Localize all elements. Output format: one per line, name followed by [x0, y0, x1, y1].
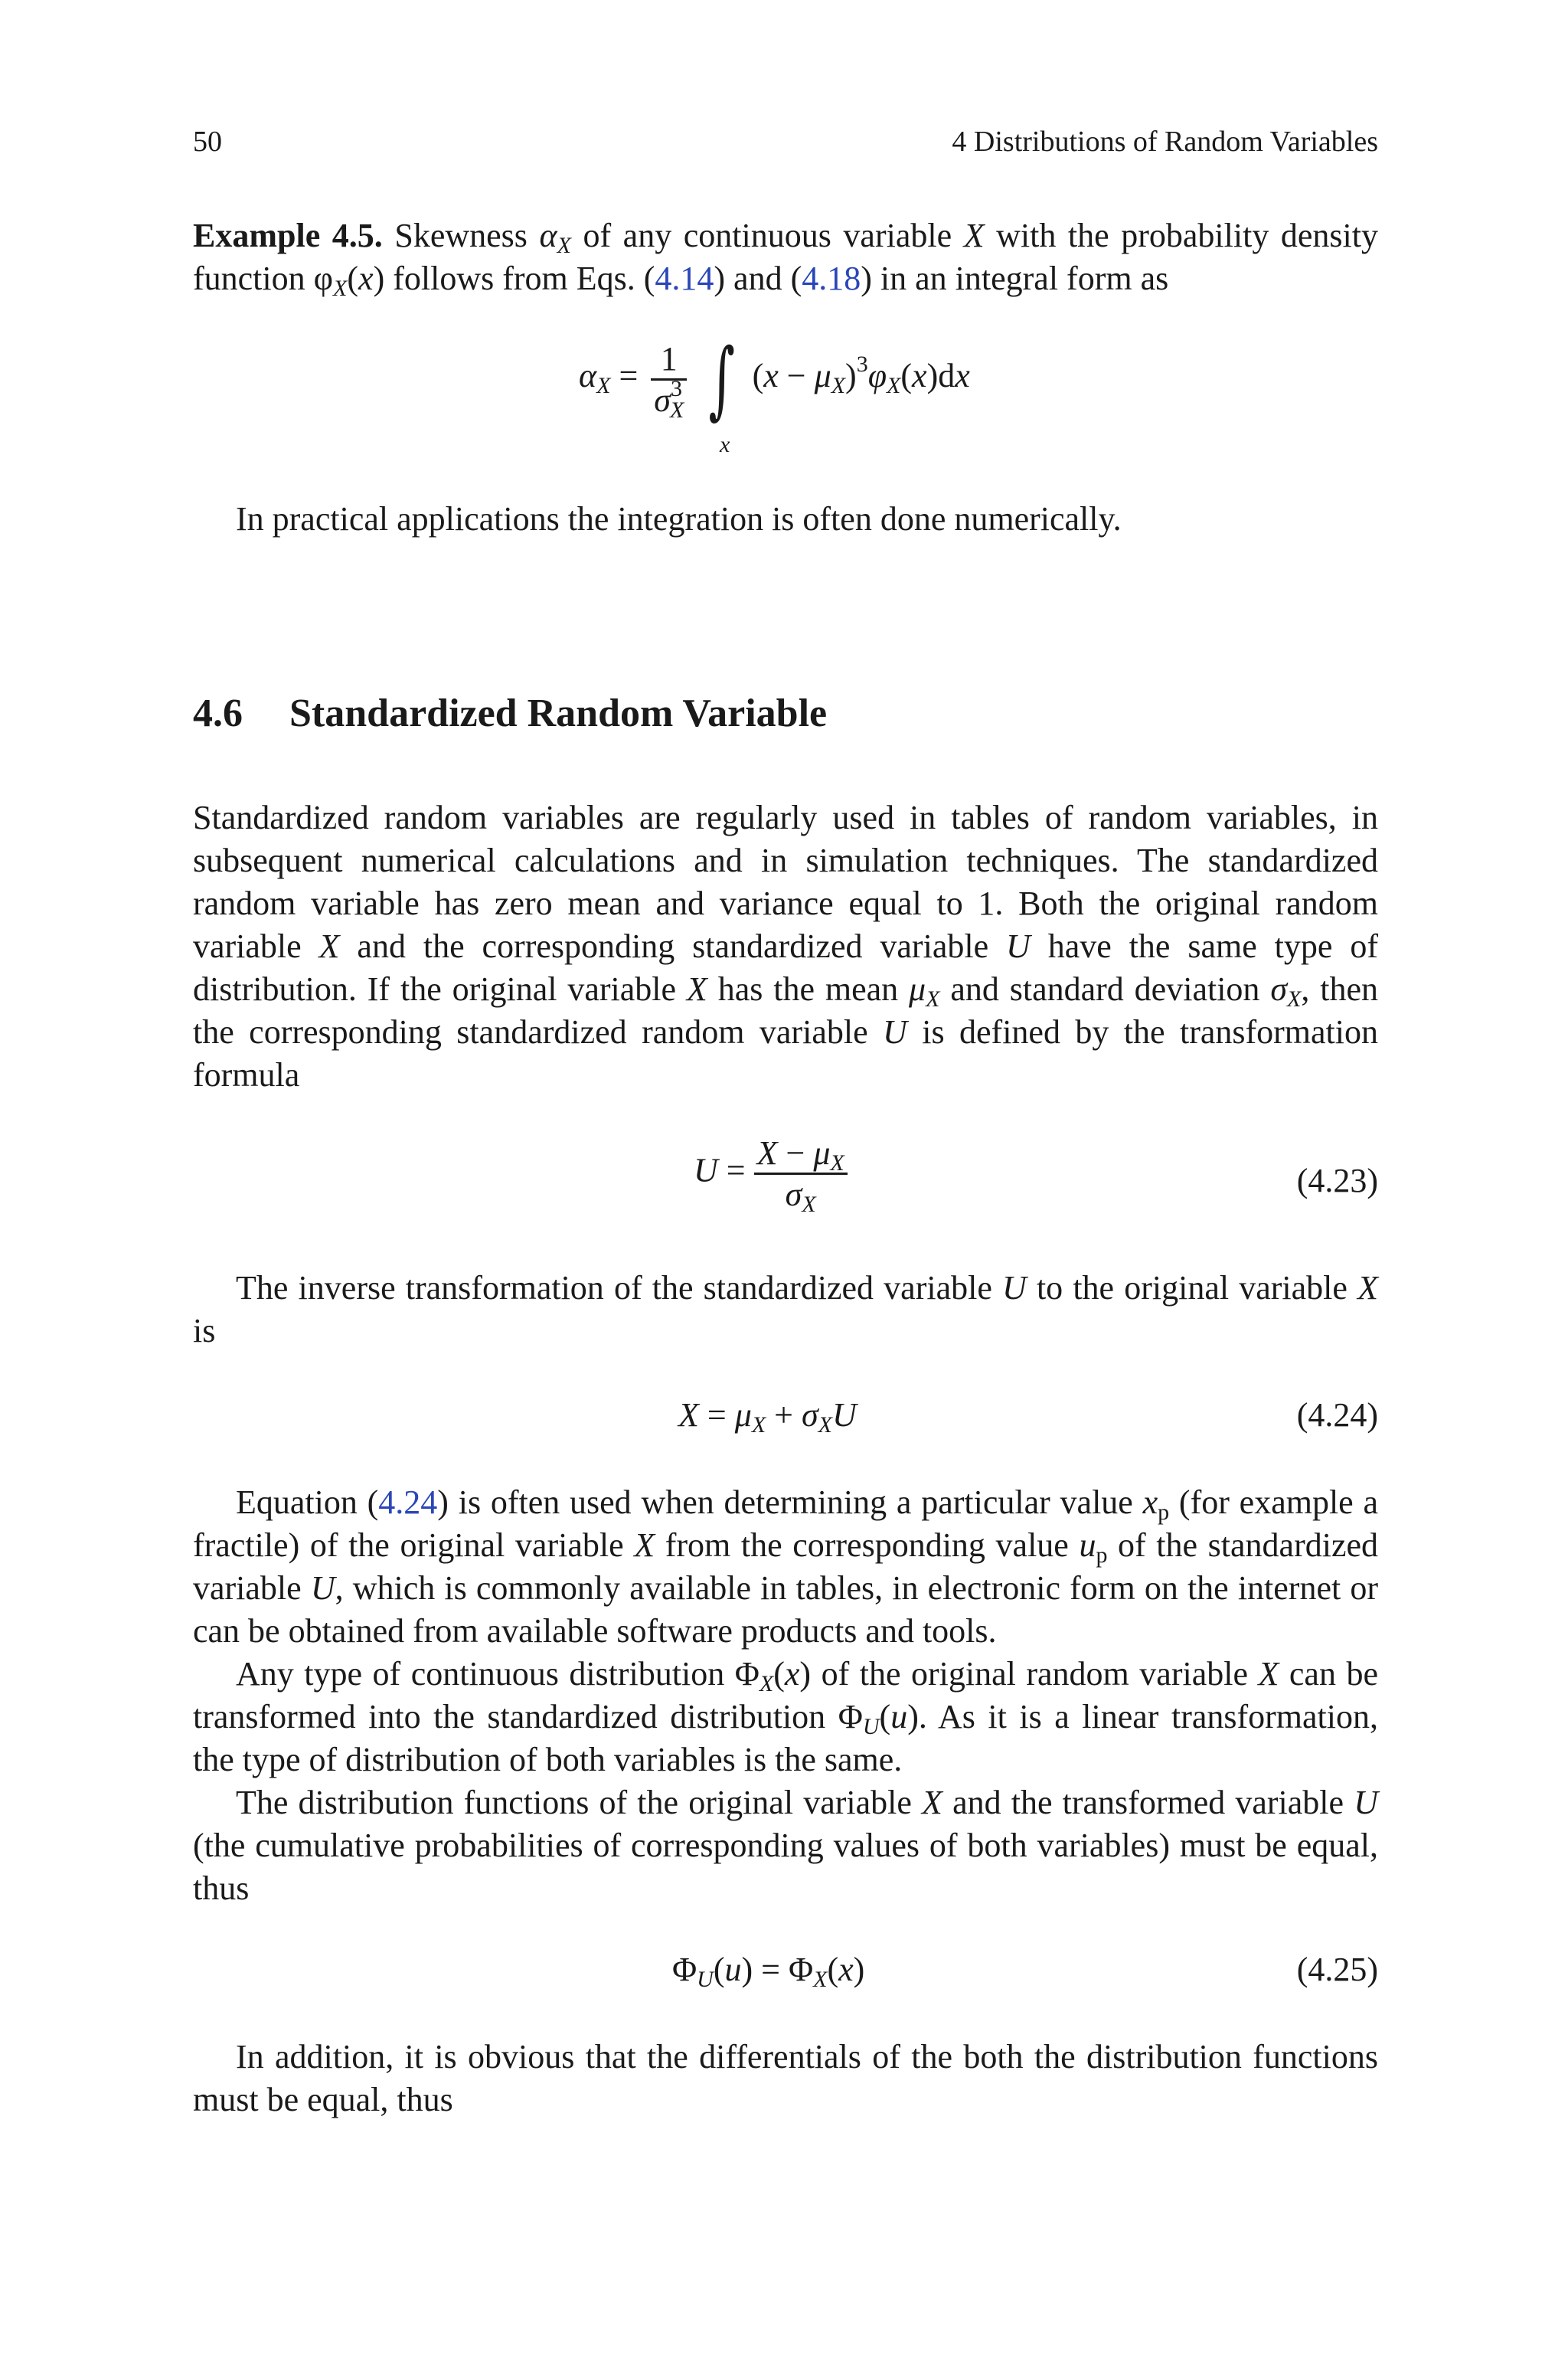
equation-number-4-25: (4.25) [1296, 1951, 1378, 1988]
equation-4-23: U = $\frac{X - \mu_X}{\sigma_X}$ (4.23) [694, 1134, 1378, 1217]
skewness-equation: $\alpha_X$ = $\frac{1}{\sigma^3_X}$ ∫ $(x - \mu_X)^3\varphi_X(x)dx$ x [579, 330, 970, 457]
page [193, 0, 1378, 2378]
equation-4-25: $\Phi_U(u) = \Phi_X(x)$ (4.25) [672, 1951, 1378, 1992]
paragraph-differentials: In addition, it is obvious that the differentials of the both the distribution functions must be equal, thus [193, 2038, 1378, 2118]
eq-ref-4-14[interactable]: 4.14 [655, 260, 714, 297]
practical-note: In practical applications the integration is often done numerically. [236, 500, 1122, 538]
paragraph-equation-use: Equation (4.24) is often used when determining a particular value $x_p$ (for example a fractile) of the original variable X from the corresponding value $u_p$ of the standardized variable U, which is commonly available in tables, in electronic form on the internet or can be obtained from available software products and tools. [193, 1483, 1379, 1650]
eq-ref-4-18[interactable]: 4.18 [802, 260, 861, 297]
equation-number-4-23: (4.23) [1296, 1162, 1378, 1199]
equation-number-4-24: (4.24) [1296, 1396, 1378, 1434]
section-number: 4.6 [193, 692, 243, 735]
example-label: Example 4.5. [193, 217, 383, 254]
eq-ref-4-24[interactable]: 4.24 [378, 1483, 438, 1521]
page-number: 50 [193, 126, 222, 158]
paragraph-continuous-distribution: Any type of continuous distribution $\Phi_X(x)$ of the original random variable X can be transformed into the standardized distribution $\Phi_U(u)$. As it is a linear transformation, the type of distribution of both variables is the same. [193, 1655, 1379, 1778]
example-paragraph: Example 4.5. Skewness $\alpha_X$ of any continuous variable X with the probability density function $\varphi_X(x)$ follows from Eqs. (4.14) and (4.18) in an integral form as [193, 217, 1378, 301]
paragraph-standardized: Standardized random variables are regularly used in tables of random variables, in subsequent numerical calculations and in simulation techniques. The standardized random variable has zero mean and variance equal to 1. Both the original random variable X and the corresponding standardized variable U have the same type of distribution. If the original variable X has the mean $\mu_X$ and standard deviation $\sigma_X$, then the corresponding standardized random variable U is defined by the transformation formula [193, 799, 1379, 1094]
paragraph-distribution-functions: The distribution functions of the original variable X and the transformed variable U (the cumulative probabilities of corresponding values of both variables) must be equal, thus [193, 1784, 1378, 1907]
equation-4-24: $X = \mu_X + \sigma_XU$ (4.24) [678, 1396, 1378, 1438]
paragraph-inverse: The inverse transformation of the standardized variable U to the original variable X is [193, 1269, 1378, 1349]
integral-sign: ∫ [708, 330, 736, 428]
section-title: Standardized Random Variable [289, 692, 828, 735]
section-heading [193, 689, 827, 738]
paragraph-block-equations [193, 1481, 1378, 1910]
running-head-title: 4 Distributions of Random Variables [952, 126, 1378, 158]
